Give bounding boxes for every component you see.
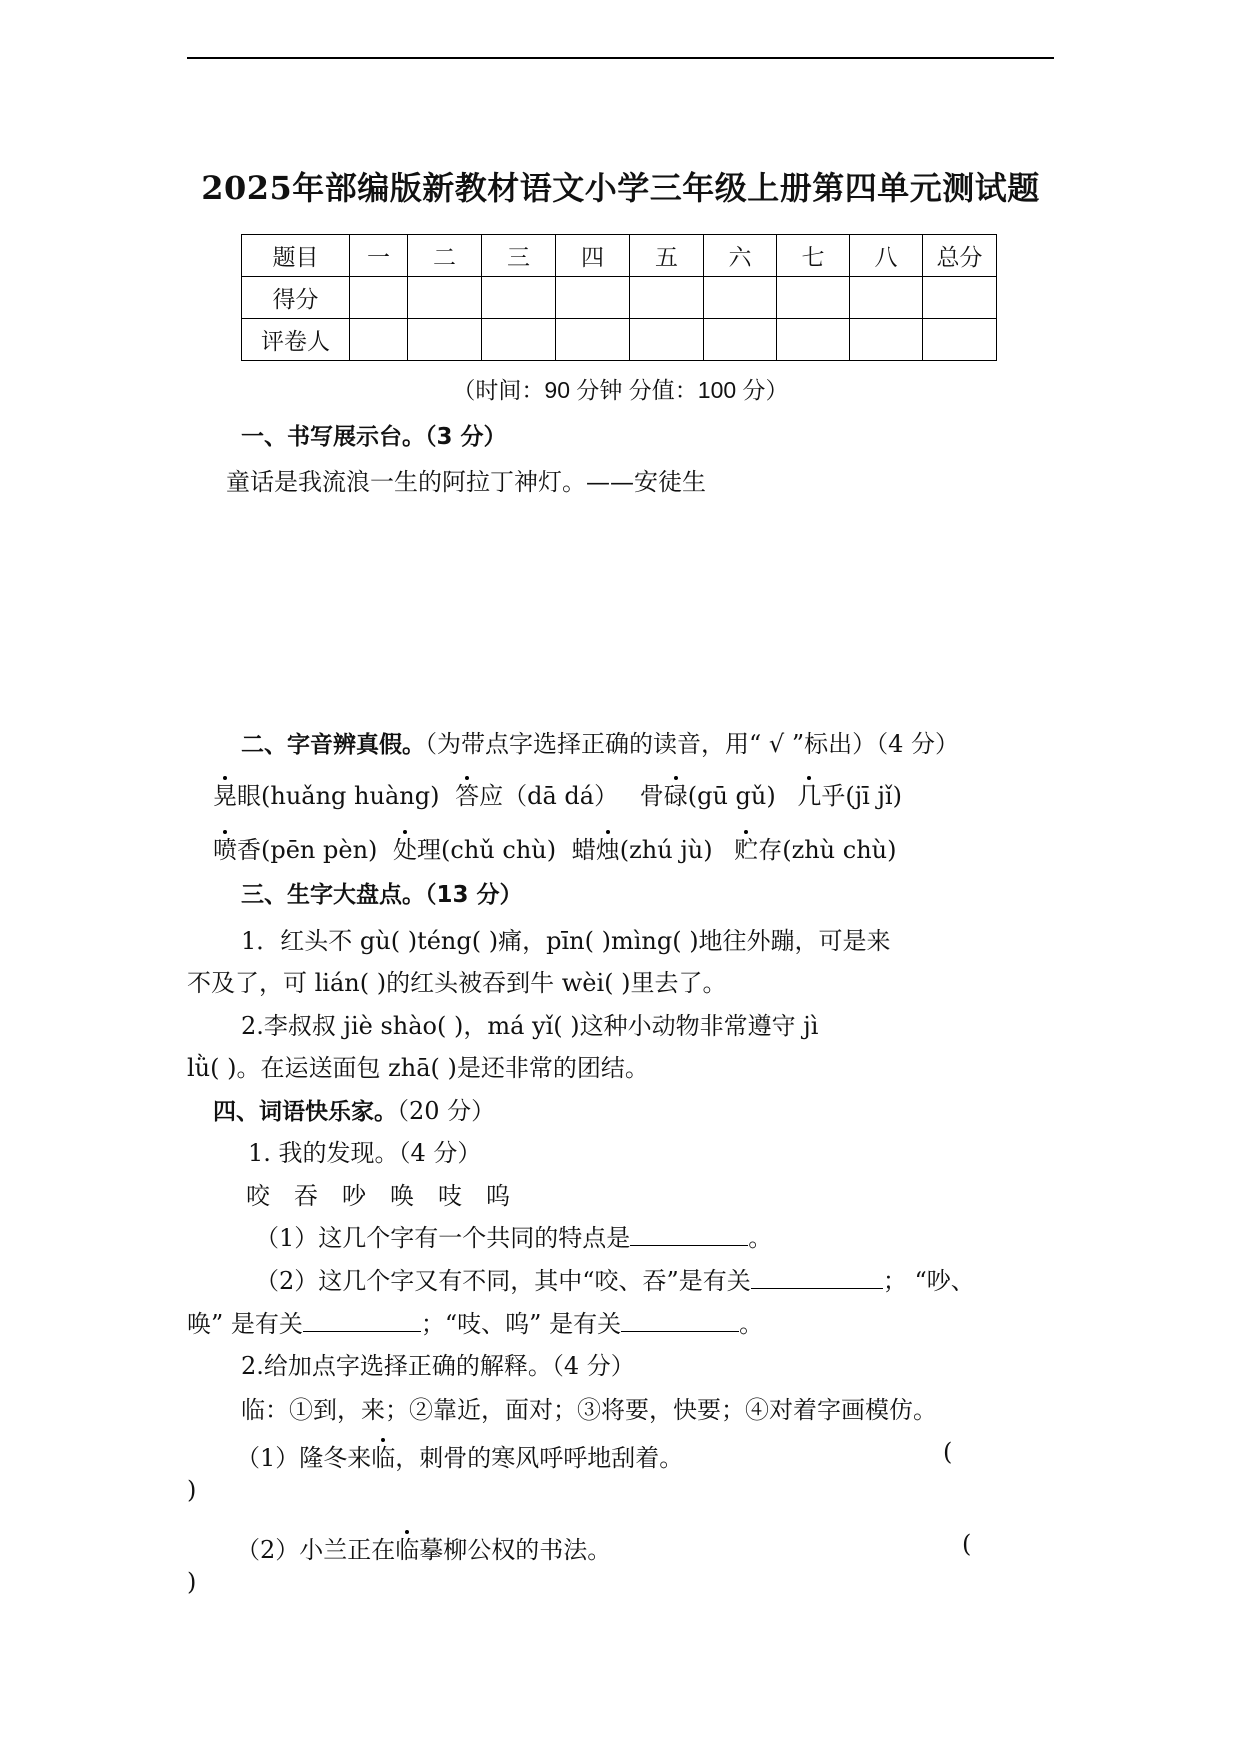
score-table-row xyxy=(242,319,997,361)
pinyin-item xyxy=(455,782,618,810)
q1-2-line xyxy=(255,1261,975,1296)
grader-entry-cell[interactable] xyxy=(923,319,997,361)
dotted-char: 处 xyxy=(393,836,418,864)
section-4-heading-line xyxy=(213,1091,495,1126)
dotted-char: 碌 xyxy=(663,782,688,810)
header-rule xyxy=(187,57,1054,59)
dotted-char: 喷 xyxy=(213,836,237,864)
q2-1-line xyxy=(236,1438,683,1473)
pinyin-item xyxy=(797,782,902,810)
page-title: 2025年部编版新教材语文小学三年级上册第四单元测试题 xyxy=(201,169,1040,207)
answer-blank[interactable] xyxy=(751,1266,883,1289)
score-table-cell: 二 xyxy=(408,235,482,277)
section-3-line: 不及了，可 lián( )的红头被吞到牛 wèi( )里去了。 xyxy=(187,969,727,997)
score-table xyxy=(241,234,997,361)
char-item: 呜 xyxy=(486,1182,510,1210)
dotted-char: 晃 xyxy=(213,782,237,810)
grader-entry-cell[interactable] xyxy=(630,319,704,361)
section-3-heading: 三、生字大盘点。（13 分） xyxy=(241,882,523,908)
answer-paren-open[interactable]: ( xyxy=(962,1530,972,1558)
score-table-cell: 七 xyxy=(777,235,850,277)
pinyin-row-1 xyxy=(213,776,902,811)
q1-2-text: （2）这几个字又有不同，其中“咬、吞”是有关 xyxy=(255,1267,751,1295)
section-1-quote: 童话是我流浪一生的阿拉丁神灯。——安徒生 xyxy=(226,468,706,496)
char-item: 吞 xyxy=(294,1182,318,1210)
pinyin-item xyxy=(213,836,377,864)
score-table-cell: 八 xyxy=(850,235,923,277)
char-item: 咬 xyxy=(246,1182,270,1210)
q1-1-end: 。 xyxy=(748,1224,773,1252)
pinyin-row-2 xyxy=(213,830,897,865)
pinyin-item xyxy=(734,836,896,864)
answer-paren-close: ) xyxy=(187,1476,197,1504)
grader-entry-cell[interactable] xyxy=(482,319,556,361)
score-entry-cell[interactable] xyxy=(850,277,923,319)
score-entry-cell[interactable] xyxy=(704,277,777,319)
section-2-instruction: （为带点字选择正确的读音，用“ √ ”标出）（4 分） xyxy=(425,730,959,758)
score-entry-cell[interactable] xyxy=(350,277,408,319)
score-table-cell: 五 xyxy=(630,235,704,277)
pinyin-options[interactable]: 香(pēn pèn) xyxy=(237,836,378,864)
score-entry-cell[interactable] xyxy=(923,277,997,319)
answer-blank[interactable] xyxy=(303,1309,421,1332)
score-entry-cell[interactable] xyxy=(777,277,850,319)
char-item: 唤 xyxy=(390,1182,414,1210)
pinyin-options[interactable]: 眼(huǎng huàng) xyxy=(237,782,440,810)
dotted-char: 临 xyxy=(395,1536,420,1564)
pinyin-item xyxy=(213,782,439,810)
answer-paren-open[interactable]: ( xyxy=(943,1438,953,1466)
plain-char: 骨 xyxy=(639,782,664,810)
section-4-heading: 四、词语快乐家。 xyxy=(213,1099,397,1125)
pinyin-item xyxy=(572,836,713,864)
score-entry-cell[interactable] xyxy=(630,277,704,319)
q2-2-text: 摹柳公权的书法。 xyxy=(419,1536,612,1564)
section-2-heading: 二、字音辨真假。 xyxy=(241,732,425,758)
q2-definitions: 临：①到，来；②靠近，面对；③将要，快要；④对着字画模仿。 xyxy=(241,1396,937,1424)
q1-2-text: ；“吱、呜” 是有关 xyxy=(420,1310,622,1338)
section-3-line: 2.李叔叔 jiè shào( )，má yǐ( )这种小动物非常遵守 jì xyxy=(241,1012,819,1040)
dotted-char: 贮 xyxy=(734,836,759,864)
grader-entry-cell[interactable] xyxy=(556,319,630,361)
score-entry-cell[interactable] xyxy=(482,277,556,319)
pinyin-options[interactable]: (gū gǔ) xyxy=(687,782,776,810)
char-list xyxy=(246,1176,510,1211)
section-1-heading: 一、书写展示台。（3 分） xyxy=(241,424,507,450)
grader-entry-cell[interactable] xyxy=(704,319,777,361)
dotted-char: 答 xyxy=(455,782,480,810)
grader-entry-cell[interactable] xyxy=(850,319,923,361)
answer-paren-close: ) xyxy=(187,1568,197,1596)
score-table-cell: 总分 xyxy=(923,235,997,277)
section-3-line: 1．红头不 gù( )téng( )痛，pīn( )mìng( )地往外蹦，可是来 xyxy=(241,927,891,955)
q2-1-text: ，刺骨的寒风呼呼地刮着。 xyxy=(395,1444,684,1472)
score-table-cell: 一 xyxy=(350,235,408,277)
q1-2-end: 。 xyxy=(739,1310,764,1338)
q2-title: 2.给加点字选择正确的解释。（4 分） xyxy=(241,1352,635,1380)
grader-entry-cell[interactable] xyxy=(408,319,482,361)
time-info: （时间：90 分钟 分值：100 分） xyxy=(452,377,789,403)
score-table-header-row xyxy=(242,235,997,277)
pinyin-options[interactable]: (zhú jù) xyxy=(619,836,713,864)
answer-blank[interactable] xyxy=(621,1309,739,1332)
score-entry-cell[interactable] xyxy=(556,277,630,319)
q1-2-text: ； “吵、 xyxy=(882,1267,975,1295)
pinyin-item xyxy=(393,836,556,864)
plain-char: 蜡 xyxy=(571,836,596,864)
dotted-char: 临 xyxy=(371,1444,396,1472)
score-table-cell: 评卷人 xyxy=(242,319,350,361)
score-table-cell: 四 xyxy=(556,235,630,277)
q2-2-text: （2）小兰正在 xyxy=(236,1536,396,1564)
grader-entry-cell[interactable] xyxy=(350,319,408,361)
q2-2-line xyxy=(236,1530,611,1565)
pinyin-options[interactable]: 存(zhù chù) xyxy=(758,836,897,864)
section-2-heading-line xyxy=(241,724,959,759)
score-table-cell: 六 xyxy=(704,235,777,277)
section-3-line: lǜ( )。在运送面包 zhā( )是还非常的团结。 xyxy=(187,1054,649,1082)
score-entry-cell[interactable] xyxy=(408,277,482,319)
q2-1-text: （1）隆冬来 xyxy=(236,1444,372,1472)
pinyin-options[interactable]: 应（dā dá） xyxy=(479,782,619,810)
pinyin-options[interactable]: 理(chǔ chù) xyxy=(417,836,557,864)
char-item: 吱 xyxy=(438,1182,462,1210)
q1-2-line-cont xyxy=(187,1304,763,1339)
dotted-char: 烛 xyxy=(595,836,620,864)
answer-blank[interactable] xyxy=(630,1223,748,1246)
score-table-cell: 三 xyxy=(482,235,556,277)
score-table-cell: 题目 xyxy=(242,235,350,277)
section-4-points: （20 分） xyxy=(397,1097,496,1125)
q1-1-text: （1）这几个字有一个共同的特点是 xyxy=(255,1224,631,1252)
grader-entry-cell[interactable] xyxy=(777,319,850,361)
pinyin-item xyxy=(640,782,776,810)
pinyin-options[interactable]: 乎(jī jǐ) xyxy=(821,782,902,810)
q1-title: 1. 我的发现。（4 分） xyxy=(248,1139,482,1167)
q1-1-line xyxy=(255,1218,772,1253)
score-table-row xyxy=(242,277,997,319)
score-table-cell: 得分 xyxy=(242,277,350,319)
char-item: 吵 xyxy=(342,1182,366,1210)
dotted-char: 几 xyxy=(797,782,822,810)
q1-2-text: 唤” 是有关 xyxy=(187,1310,303,1338)
